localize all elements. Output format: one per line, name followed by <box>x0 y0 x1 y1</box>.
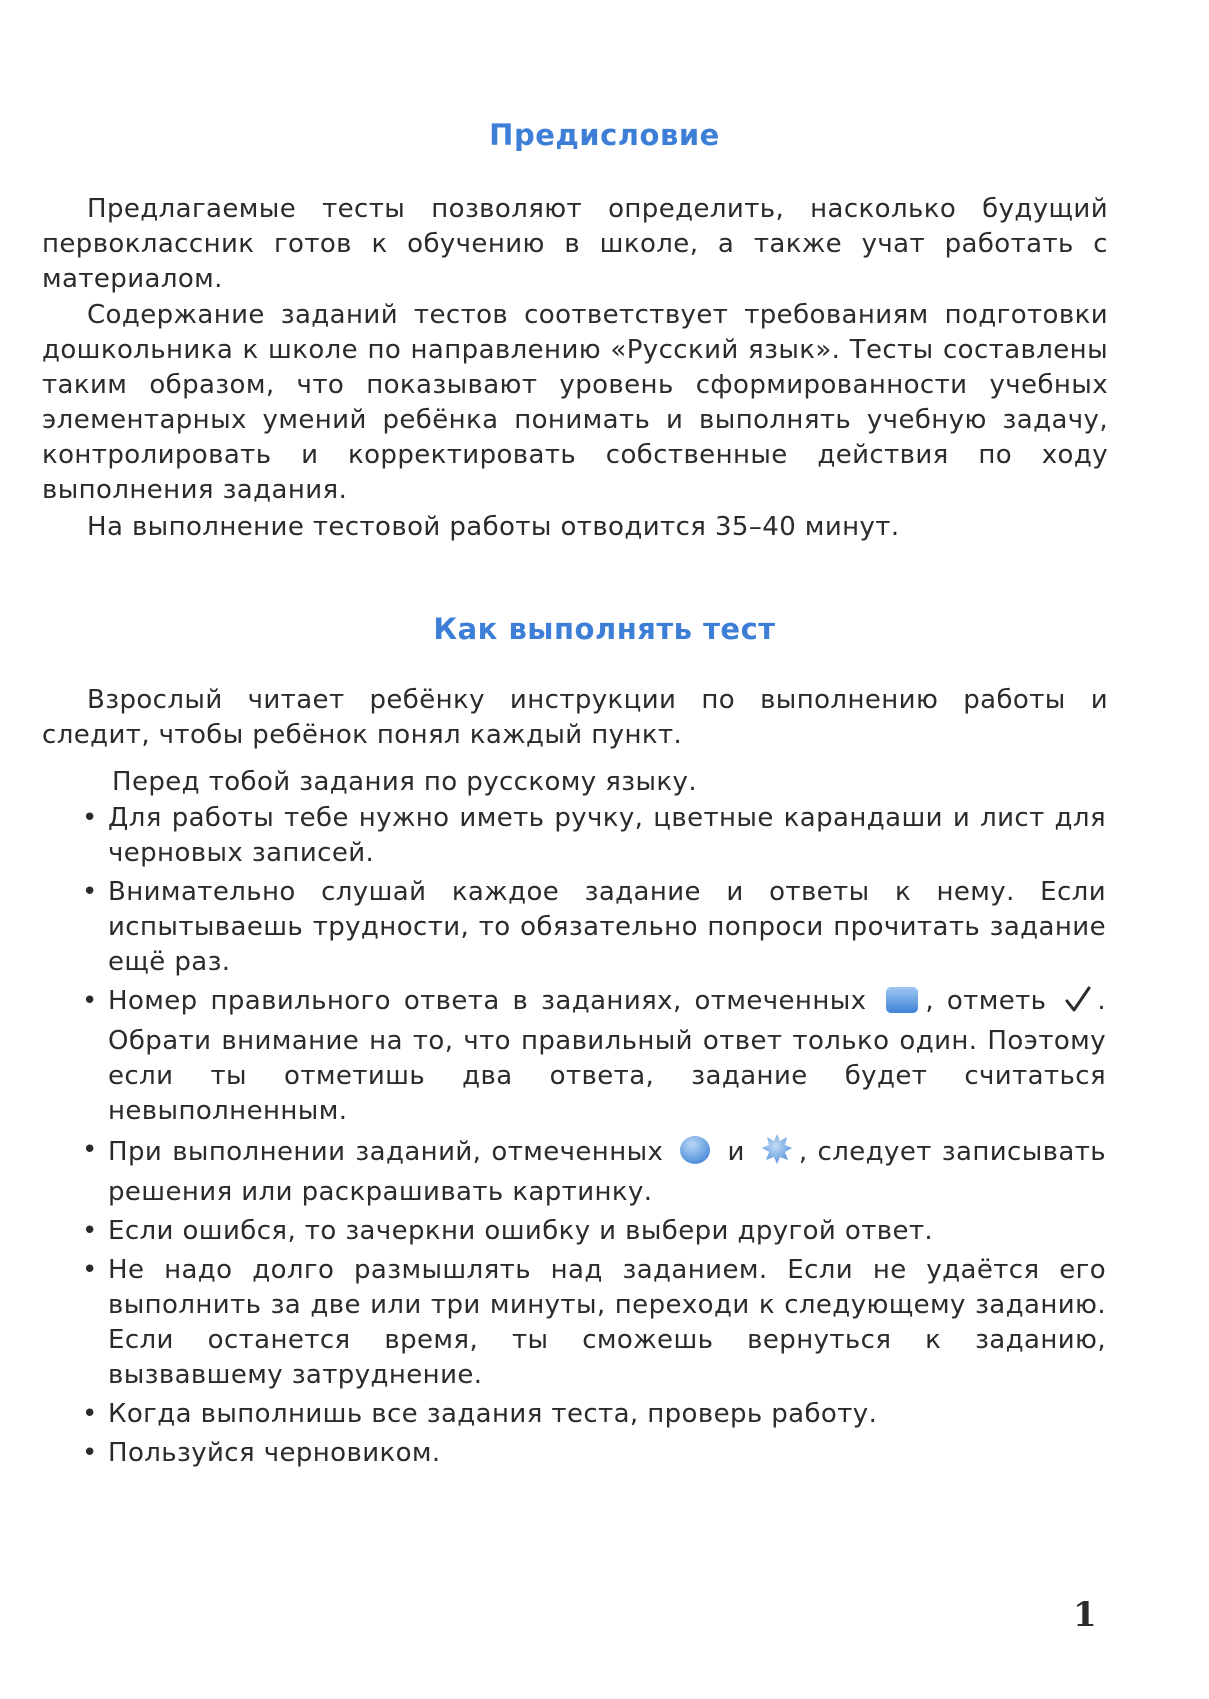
preface-paragraph-2: Содержание заданий тестов соответствует требованиям подготовки дошкольника к школе по направлению «Русский язык». Тесты составлены таким образом, что показывают уровень сформированности учебных элементарных умений ребёнка понимать и выполнять учебную задачу, контролировать и корректировать собственные действия по ходу выполнения задания. <box>42 300 1108 505</box>
item-text: Внимательно слушай каждое задание и ответы к нему. Если испытываешь трудности, то обязательно попроси прочитать задание ещё раз. <box>108 877 1106 977</box>
item-text: Пользуйся черновиком. <box>108 1438 441 1468</box>
list-item <box>80 1253 1106 1393</box>
item-text: . Обрати внимание на то, что правильный ответ только один. Поэтому если ты отметишь два ответа, задание будет считаться невыполненным. <box>108 986 1106 1126</box>
square-mark-icon <box>885 986 919 1024</box>
item-text: Если ошибся, то зачеркни ошибку и выбери другой ответ. <box>108 1216 934 1246</box>
preface-paragraph-3: На выполнение тестовой работы отводится 35–40 минут. <box>87 512 900 542</box>
circle-mark-icon <box>679 1135 711 1175</box>
item-text: Для работы тебе нужно иметь ручку, цветные карандаши и лист для черновых записей. <box>108 803 1106 868</box>
item-text: и <box>727 1137 745 1167</box>
item-text: , отметь <box>925 986 1047 1016</box>
list-item <box>80 984 1106 1129</box>
item-text: , следует записывать решения или раскрашивать картинку. <box>108 1137 1107 1207</box>
preface-paragraph-1: Предлагаемые тесты позволяют определить, насколько будущий первоклассник готов к обучению в школе, а также учат работать с материалом. <box>42 194 1108 294</box>
list-item <box>80 1214 1106 1249</box>
item-text: Когда выполнишь все задания теста, проверь работу. <box>108 1399 878 1429</box>
page-number: 1 <box>1073 1595 1097 1635</box>
instructions-list <box>80 801 1106 1475</box>
list-item <box>80 875 1106 980</box>
check-mark-icon <box>1065 986 1091 1024</box>
howto-intro: Взрослый читает ребёнку инструкции по выполнению работы и следит, чтобы ребёнок понял каждый пункт. <box>42 685 1108 750</box>
howto-title: Как выполнять тест <box>433 612 776 646</box>
list-item <box>80 1436 1106 1471</box>
item-text: При выполнении заданий, отмеченных <box>108 1137 664 1167</box>
list-item <box>80 1133 1106 1210</box>
preface-title: Предисловие <box>489 118 720 152</box>
list-item <box>80 1397 1106 1432</box>
list-item <box>80 801 1106 871</box>
star-burst-icon <box>761 1133 793 1175</box>
howto-lead: Перед тобой задания по русскому языку. <box>112 767 697 797</box>
item-text: Номер правильного ответа в заданиях, отмеченных <box>108 986 867 1016</box>
item-text: Не надо долго размышлять над заданием. Если не удаётся его выполнить за две или три минуты, переходи к следующему заданию. Если останется время, ты сможешь вернуться к заданию, вызвавшему затруднение. <box>108 1255 1106 1390</box>
